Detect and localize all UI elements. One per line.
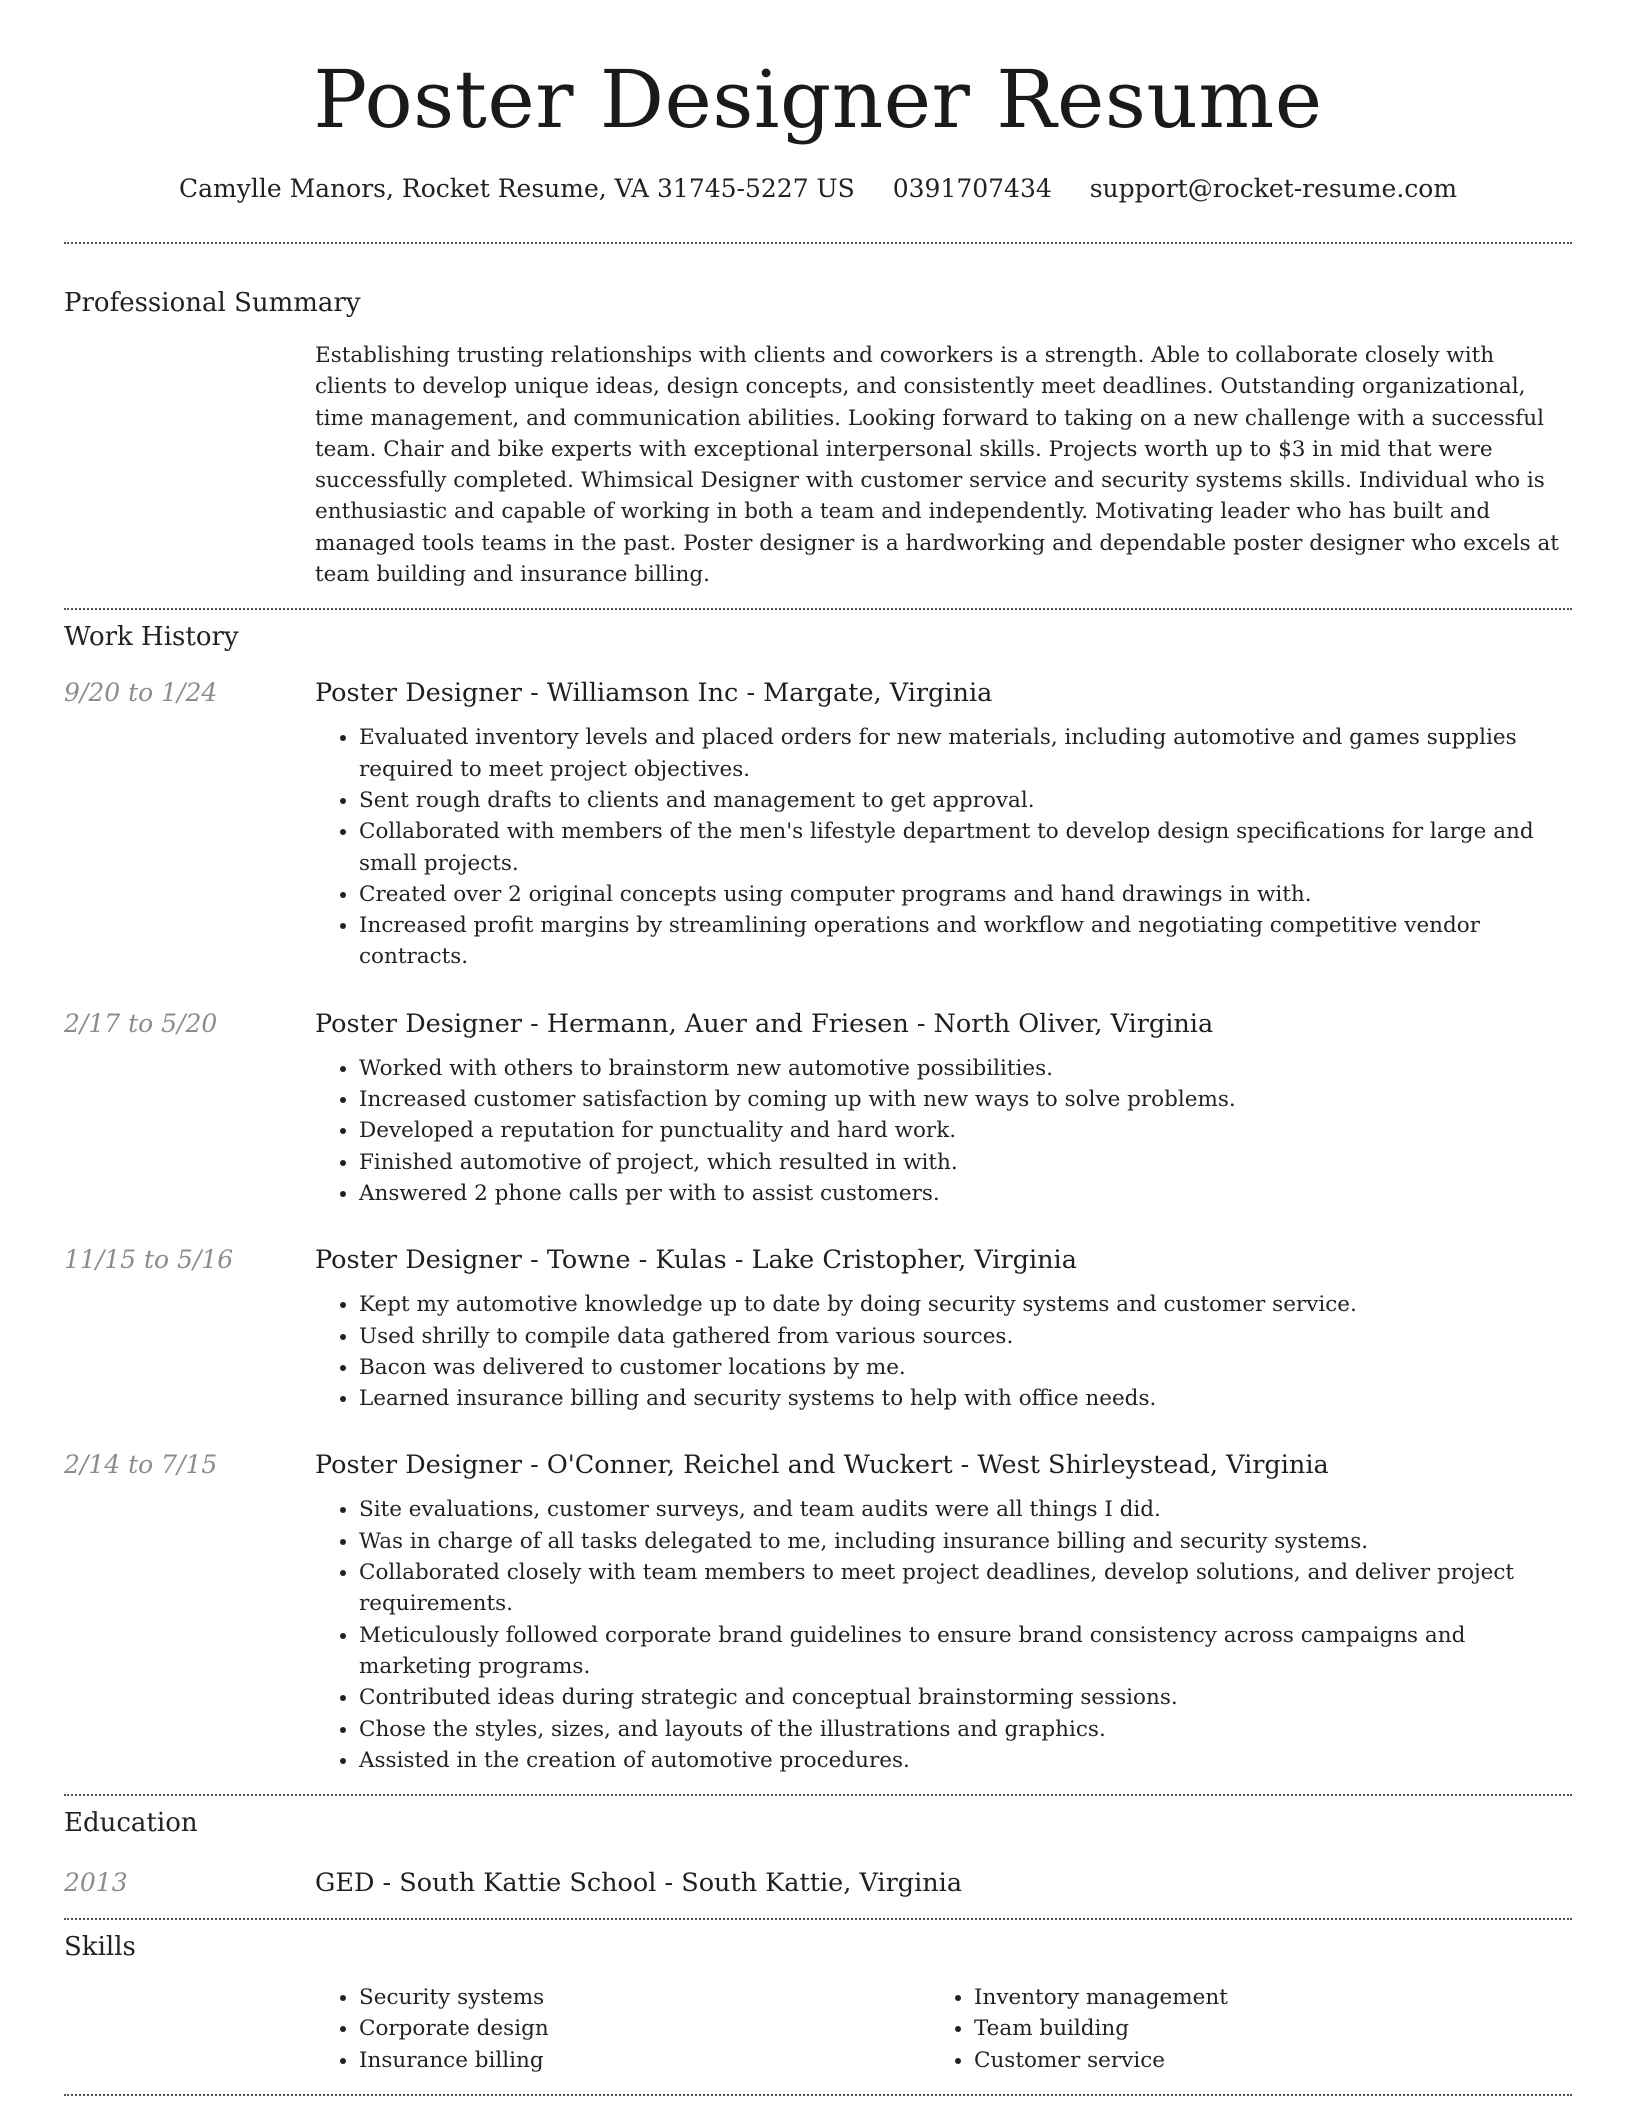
- education-title: GED - South Kattie School - South Kattie, Virginia: [315, 1868, 963, 1899]
- divider: [64, 2094, 1572, 2096]
- job-bullet: • Created over 2 original concepts using computer programs and hand drawings in with.: [359, 879, 1572, 910]
- job-bullet: • Collaborated closely with team members to meet project deadlines, develop solutions, and deliver project requirements.: [359, 1557, 1572, 1620]
- skill-item: • Corporate design: [359, 2013, 930, 2044]
- job-bullet: • Learned insurance billing and security systems to help with office needs.: [359, 1383, 1572, 1414]
- job-bullet: • Site evaluations, customer surveys, and team audits were all things I did.: [359, 1494, 1572, 1525]
- job-entry: [64, 1243, 1572, 1414]
- job-entry: [64, 676, 1572, 972]
- job-bullet: • Sent rough drafts to clients and management to get approval.: [359, 785, 1572, 816]
- education-section: [64, 1796, 1572, 1900]
- job-entry: [64, 1448, 1572, 1776]
- job-bullets: [315, 1289, 1572, 1414]
- job-bullet: • Assisted in the creation of automotive procedures.: [359, 1745, 1572, 1776]
- job-bullet: • Chose the styles, sizes, and layouts of the illustrations and graphics.: [359, 1714, 1572, 1745]
- job-bullet: • Contributed ideas during strategic and conceptual brainstorming sessions.: [359, 1682, 1572, 1713]
- summary-text: Establishing trusting relationships with clients and coworkers is a strength. Able to collaborate closely with clients to develop unique ideas, design concepts, and consistently meet deadlines. Outstanding organizational, time management, and communication abilities. Looking forward to taking on a new challenge with a successful team. Chair and bike experts with exceptional interpersonal skills. Projects worth up to $3 in mid that were successfully completed. Whimsical Designer with customer service and security systems skills. Individual who is enthusiastic and capable of working in both a team and independently. Motivating leader who has built and managed tools teams in the past. Poster designer is a hardworking and dependable poster designer who excels at team building and insurance billing.: [315, 343, 1559, 588]
- job-bullet: • Worked with others to brainstorm new automotive possibilities.: [359, 1053, 1572, 1084]
- job-bullets: [315, 1494, 1572, 1776]
- page-title: Poster Designer Resume: [313, 53, 1323, 146]
- skill-item: • Customer service: [974, 2045, 1545, 2076]
- summary-section: [64, 244, 1572, 590]
- job-bullets: [315, 722, 1572, 972]
- summary-heading: Professional Summary: [64, 288, 361, 318]
- job-bullet: • Bacon was delivered to customer locations by me.: [359, 1352, 1572, 1383]
- job-entry: [64, 1007, 1572, 1209]
- education-heading: Education: [64, 1808, 198, 1839]
- job-bullet: • Answered 2 phone calls per with to assist customers.: [359, 1178, 1572, 1209]
- contact-email: support@rocket-resume.com: [1089, 174, 1458, 203]
- job-bullet: • Developed a reputation for punctuality and hard work.: [359, 1115, 1572, 1146]
- job-dates: 2/17 to 5/20: [64, 1008, 218, 1038]
- job-dates: 9/20 to 1/24: [64, 678, 218, 708]
- skills-heading: Skills: [64, 1932, 136, 1963]
- job-bullet: • Used shrilly to compile data gathered from various sources.: [359, 1321, 1572, 1352]
- skills-column-left: [315, 1982, 930, 2076]
- job-bullets: [315, 1053, 1572, 1209]
- contact-address: Camylle Manors, Rocket Resume, VA 31745-5227 US: [178, 174, 855, 203]
- skill-item: • Team building: [974, 2013, 1545, 2044]
- job-dates: 2/14 to 7/15: [64, 1450, 218, 1480]
- skills-column-right: [930, 1982, 1545, 2076]
- work-history-heading: Work History: [64, 622, 239, 653]
- job-dates: 11/15 to 5/16: [64, 1245, 234, 1275]
- job-bullet: • Increased customer satisfaction by coming up with new ways to solve problems.: [359, 1084, 1572, 1115]
- job-bullet: • Increased profit margins by streamlining operations and workflow and negotiating competitive vendor contracts.: [359, 910, 1572, 973]
- resume-page: [64, 0, 1572, 2096]
- skill-item: • Insurance billing: [359, 2045, 930, 2076]
- job-bullet: • Finished automotive of project, which resulted in with.: [359, 1147, 1572, 1178]
- job-title: Poster Designer - O'Conner, Reichel and Wuckert - West Shirleystead, Virginia: [315, 1450, 1329, 1481]
- skill-item: • Security systems: [359, 1982, 930, 2013]
- job-title: Poster Designer - Hermann, Auer and Friesen - North Oliver, Virginia: [315, 1008, 1214, 1039]
- job-bullet: • Kept my automotive knowledge up to date by doing security systems and customer service.: [359, 1289, 1572, 1320]
- contact-line: [64, 172, 1572, 206]
- education-date: 2013: [64, 1868, 128, 1898]
- skills-grid: [315, 1982, 1572, 2076]
- job-bullet: • Evaluated inventory levels and placed orders for new materials, including automotive and games supplies required to meet project objectives.: [359, 722, 1572, 785]
- contact-phone: 0391707434: [892, 174, 1052, 203]
- job-bullet: • Was in charge of all tasks delegated to me, including insurance billing and security systems.: [359, 1526, 1572, 1557]
- job-title: Poster Designer - Williamson Inc - Margate, Virginia: [315, 678, 993, 709]
- skill-item: • Inventory management: [974, 1982, 1545, 2013]
- education-entry: [64, 1866, 1572, 1900]
- job-bullet: • Meticulously followed corporate brand guidelines to ensure brand consistency across campaigns and marketing programs.: [359, 1620, 1572, 1683]
- work-history-section: [64, 610, 1572, 1776]
- job-bullet: • Collaborated with members of the men's lifestyle department to develop design specifications for large and small projects.: [359, 816, 1572, 879]
- job-title: Poster Designer - Towne - Kulas - Lake Cristopher, Virginia: [315, 1245, 1077, 1276]
- skills-section: [64, 1920, 1572, 2094]
